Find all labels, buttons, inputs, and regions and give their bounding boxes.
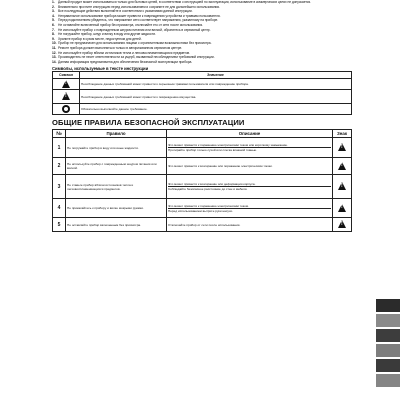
- rules-row-reasons: [167, 199, 333, 218]
- rules-row-number: 2: [53, 158, 66, 175]
- rules-table: [52, 129, 352, 232]
- rules-row-reason: Это может привести к поражению электрическим током или короткому замыканию.: [168, 143, 288, 148]
- symbols-row: [53, 104, 352, 115]
- warning-triangle-icon: [338, 162, 346, 170]
- warning-triangle-icon: [62, 80, 70, 88]
- intro-item-text: Неправильное использование прибора может привести к повреждению устройства и травмам пользователя.: [58, 13, 221, 18]
- symbols-caption: Символы, используемые в тексте инструкции: [52, 66, 149, 72]
- rules-row-reasons: [167, 218, 333, 232]
- side-tab: [376, 344, 400, 357]
- intro-item-number: 10.: [52, 41, 57, 46]
- intro-item-text: Все последующие действия выполняйте в соответствии с указаниями данной инструкции.: [58, 9, 193, 14]
- side-tab: [376, 374, 400, 387]
- rules-row: [53, 199, 352, 218]
- rules-row-reason: Перед использованием вытрите руки насухо.: [168, 208, 331, 213]
- symbols-row-text: Несоблюдение данных требований может привести к повреждению имущества.: [80, 90, 352, 104]
- rules-row-reasons: [167, 175, 333, 199]
- intro-item-number: 4.: [52, 13, 55, 18]
- warning-triangle-icon: [338, 220, 346, 228]
- warning-triangle-icon: [62, 92, 70, 100]
- rules-row-reason: Это может привести к возгоранию или деформации корпуса.: [168, 182, 256, 187]
- rules-row-number: 4: [53, 199, 66, 218]
- rules-row-reason: Это может привести к возгоранию или поражению электрическим током.: [168, 164, 273, 169]
- intro-item-text: Не используйте прибор с поврежденным шнуром питания или вилкой, обратитесь в сервисный центр.: [58, 27, 211, 32]
- rules-row-reasons: [167, 158, 333, 175]
- rules-row-ban: Не оставляйте прибор включенным без присмотра.: [66, 218, 167, 232]
- rules-col-sign: Знак: [333, 130, 352, 138]
- symbols-table: [52, 71, 352, 115]
- rules-row: [53, 138, 352, 158]
- rules-row-reason: Протирайте прибор только сухой или слегка влажной тканью.: [168, 147, 331, 152]
- intro-item-number: 11.: [52, 45, 57, 50]
- symbols-row: [53, 90, 352, 104]
- rules-col-num: №: [53, 130, 66, 138]
- intro-item-number: 14.: [52, 59, 57, 64]
- rules-row-reasons: [167, 138, 333, 158]
- intro-item-text: Храните прибор в сухом месте, недоступном для детей.: [58, 36, 142, 41]
- intro-item-number: 5.: [52, 18, 55, 23]
- intro-item-number: 6.: [52, 22, 55, 27]
- rules-row-number: 3: [53, 175, 66, 199]
- warning-triangle-icon: [338, 182, 346, 190]
- side-tab: [376, 299, 400, 312]
- intro-item-number: 13.: [52, 55, 57, 60]
- intro-item-text: Прибор не предназначен для использования лицами с ограниченными возможностями без присмотра.: [58, 41, 212, 46]
- intro-item-text: Не оставляйте включенный прибор без присмотра, отключайте его от сети после использования.: [58, 22, 203, 27]
- intro-item-number: 7.: [52, 27, 55, 32]
- manual-page: [52, 0, 352, 232]
- rules-row: [53, 158, 352, 175]
- intro-item-text: Внимательно прочтите инструкцию перед использованием и сохраните ее для дальнейшего использования.: [58, 4, 220, 9]
- intro-item-number: 9.: [52, 36, 55, 41]
- rules-row-reason: Соблюдайте безопасное расстояние до стен и мебели.: [168, 186, 331, 191]
- symbols-col-meaning: Значение: [80, 72, 352, 79]
- warning-triangle-icon: [338, 204, 346, 212]
- side-tab-strip: [376, 299, 400, 389]
- rules-row-ban: Не прикасайтесь к прибору и вилке мокрыми руками.: [66, 199, 167, 218]
- rules-row: [53, 175, 352, 199]
- intro-item-text: Производитель не несет ответственности за ущерб, вызванный несоблюдением требований инструкции.: [58, 55, 215, 60]
- rules-body: [53, 138, 352, 232]
- rules-row-number: 5: [53, 218, 66, 232]
- intro-item-text: Данный продукт может использоваться только для бытовых целей, в соответствии с инструкцией по эксплуатации, использование в коммерческих целях не допускается.: [58, 0, 311, 4]
- intro-item-number: 1.: [52, 0, 55, 4]
- intro-item-number: 12.: [52, 50, 57, 55]
- intro-item-number: 8.: [52, 32, 55, 37]
- rules-row: [53, 218, 352, 232]
- rules-row-ban: Не используйте прибор с поврежденным шнуром питания или вилкой.: [66, 158, 167, 175]
- symbols-col-symbol: Символ: [53, 72, 80, 79]
- symbols-row-text: Обязательно выполняйте данное требование.: [80, 104, 352, 115]
- intro-list-item: [52, 60, 352, 65]
- intro-item-text: Ремонт прибора должен выполняться только в авторизованном сервисном центре.: [58, 45, 183, 50]
- rules-row-ban: Не ставьте прибор вблизи источников тепла и легковоспламеняющихся предметов.: [66, 175, 167, 199]
- symbols-row: [53, 79, 352, 90]
- intro-item-text: Данная информация предназначена для обеспечения безопасной эксплуатации прибора.: [58, 59, 193, 64]
- warning-triangle-icon: [338, 143, 346, 151]
- intro-item-text: Не погружайте прибор, шнур и вилку в воду или другие жидкости.: [58, 32, 156, 37]
- side-tab: [376, 329, 400, 342]
- rules-row-reason: Это может привести к поражению электрическим током.: [168, 203, 249, 208]
- rules-heading: ОБЩИЕ ПРАВИЛА БЕЗОПАСНОЙ ЭКСПЛУАТАЦИИ: [52, 118, 245, 128]
- rules-col-reason: Описание: [167, 130, 333, 138]
- intro-list: [52, 0, 352, 64]
- instruction-circle-icon: [62, 105, 70, 113]
- intro-item-text: Перед подключением убедитесь, что напряжение сети соответствует напряжению, указанному на приборе.: [58, 18, 219, 23]
- intro-item-number: 3.: [52, 9, 55, 14]
- intro-item-text: Не используйте прибор вблизи источников тепла и легковоспламеняющихся предметов.: [58, 50, 190, 55]
- rules-row-number: 1: [53, 138, 66, 158]
- rules-row-reason: Отключайте прибор от сети после использования.: [168, 222, 241, 227]
- rules-row-ban: Не погружайте прибор в воду или иные жидкости.: [66, 138, 167, 158]
- side-tab: [376, 314, 400, 327]
- symbols-row-text: Несоблюдение данных требований может привести к серьезным травмам пользователя или повреждению прибора.: [80, 79, 352, 90]
- intro-item-number: 2.: [52, 4, 55, 9]
- rules-col-ban: Правило: [66, 130, 167, 138]
- side-tab: [376, 359, 400, 372]
